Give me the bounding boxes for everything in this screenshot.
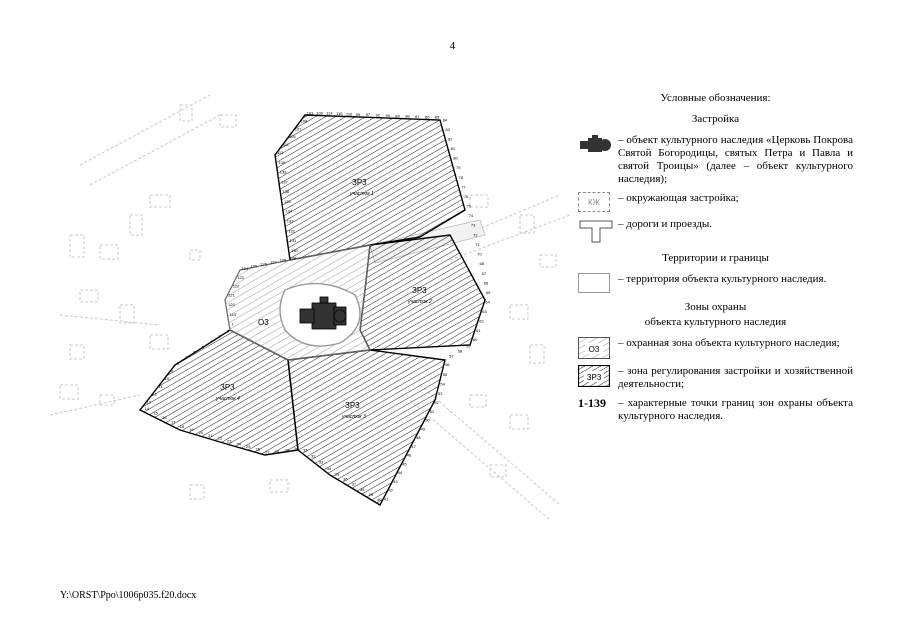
boundary-point-label: 2 [226, 328, 229, 334]
zone-label-zr3-3: ЗР3 [345, 401, 360, 410]
legend-regulation-zone-text: – зона регулирования застройки и хозяйственной деятельности; [618, 365, 853, 390]
boundary-point-label: 122 [232, 283, 240, 289]
boundary-point-label: 6 [193, 349, 196, 355]
boundary-point-label: 8 [176, 360, 179, 366]
svg-text:О3: О3 [588, 345, 600, 354]
boundary-point-label: 81 [450, 146, 456, 152]
boundary-point-label: 28 [274, 448, 280, 454]
boundary-point-label: 26 [255, 446, 260, 452]
boundary-point-label: 68 [479, 261, 484, 267]
legend-section-zones-2: объекта культурного наследия [644, 316, 787, 328]
legend-item-regulation-zone [578, 365, 853, 391]
boundary-point-label: 9 [170, 368, 173, 374]
boundary-point-label: 25 [246, 444, 251, 449]
protection-zone-swatch [578, 337, 610, 359]
boundary-point-label: 124 [241, 266, 249, 271]
boundary-point-label: 46 [406, 452, 412, 458]
boundary-point-label: 27 [265, 449, 270, 455]
boundary-point-label: 86 [425, 114, 430, 120]
boundary-point-label: 34 [326, 465, 332, 471]
boundary-point-label: 72 [473, 232, 478, 238]
section-label-2: участок 2 [408, 299, 432, 305]
boundary-point-label: 21 [208, 432, 213, 438]
zone-label-o3: О3 [258, 318, 269, 327]
boundary-point-label: 79 [456, 165, 461, 171]
boundary-point-label: 83 [445, 127, 450, 133]
boundary-point-label: 64 [485, 299, 490, 305]
boundary-point-label: 59 [466, 343, 471, 349]
boundary-point-label: 111 [282, 142, 289, 148]
boundary-point-label: 123 [237, 274, 244, 280]
section-label-4: участок 4 [216, 396, 240, 402]
boundary-point-label: 129 [289, 255, 297, 261]
boundary-point-label: 97 [365, 112, 371, 118]
boundary-point-label: 39 [368, 491, 373, 497]
legend-section-buildings: Застройка [691, 113, 740, 125]
road-icon [578, 218, 614, 244]
regulation-zone-swatch [578, 365, 610, 387]
boundary-point-label: 38 [360, 486, 365, 492]
boundary-point-label: 54 [440, 381, 445, 387]
boundary-point-label: 60 [472, 337, 478, 343]
legend-item-territory [578, 273, 853, 293]
boundary-point-label: 89 [395, 113, 400, 119]
boundary-point-label: 57 [449, 353, 454, 359]
svg-text:ЗР3: ЗР3 [586, 373, 602, 382]
boundary-point-label: 80 [453, 155, 458, 161]
boundary-point-label: 120 [228, 302, 235, 307]
boundary-point-label: 52 [434, 400, 439, 406]
boundary-point-label: 29 [284, 447, 289, 453]
boundary-point-label: 14 [144, 406, 149, 412]
boundary-point-label: 119 [229, 311, 237, 317]
boundary-point-label: 11 [158, 383, 163, 389]
legend-roads-text: – дороги и проезды. [618, 218, 713, 230]
boundary-point-label: 33 [318, 459, 324, 465]
boundary-point-label: 138 [279, 169, 287, 175]
legend-heritage-object-text: – объект культурного наследия «Церковь Покрова Святой Богородицы, святых Петра и Павла и святой Троицы» (далее – объект культурного наследия); [618, 134, 853, 185]
boundary-point-label: 55 [442, 371, 448, 377]
boundary-point-label: 73 [470, 222, 476, 228]
boundary-point-label: 56 [445, 362, 450, 368]
heritage-zone-map [40, 85, 580, 525]
legend [578, 92, 853, 429]
boundary-point-label: 4 [210, 339, 213, 344]
zone-label-zr3-2: ЗР3 [412, 286, 427, 295]
boundary-point-label: 90 [385, 112, 390, 118]
section-label-1: участок 1 [350, 191, 374, 197]
boundary-point-label: 62 [479, 318, 484, 324]
boundary-point-label: 139 [278, 159, 286, 165]
zone-label-zr3-4: ЗР3 [220, 383, 235, 392]
boundary-point-label: 45 [402, 461, 407, 467]
boundary-point-label: 3 [218, 333, 221, 339]
boundary-point-label: 58 [457, 348, 463, 354]
boundary-point-label: 92 [375, 112, 381, 118]
legend-item-surrounding [578, 192, 853, 212]
boundary-point-label: 44 [397, 470, 403, 476]
boundary-point-label: 47 [411, 443, 416, 449]
legend-title: Условные обозначения: [660, 92, 771, 104]
boundary-point-label: 31 [303, 447, 308, 453]
boundary-point-label: 105 [288, 134, 296, 140]
boundary-point-label: 108 [300, 118, 308, 124]
boundary-point-label: 13 [146, 399, 151, 405]
boundary-point-label: 85 [434, 114, 440, 120]
boundary-point-label: 134 [285, 208, 293, 214]
boundary-point-label: 18 [179, 423, 185, 429]
legend-section-territories: Территории и границы [662, 252, 769, 264]
boundary-point-label: 115 [336, 111, 343, 117]
surrounding-swatch: КЖ [578, 192, 610, 212]
boundary-point-label: 70 [477, 251, 482, 257]
legend-section-zones-1: Зоны охраны [684, 301, 747, 313]
boundary-point-label: 136 [282, 189, 290, 195]
boundary-point-label: 137 [281, 179, 288, 185]
boundary-point-label: 103 [306, 110, 314, 116]
boundary-point-label: 22 [217, 435, 223, 441]
boundary-point-label: 135 [284, 198, 291, 204]
boundary-point-label: 130 [291, 247, 298, 253]
boundary-point-label: 75 [466, 203, 471, 209]
boundary-point-label: 51 [429, 408, 435, 414]
boundary-point-label: 74 [468, 213, 474, 218]
boundary-point-label: 16 [162, 415, 167, 421]
section-label-3: участок 3 [342, 414, 366, 420]
boundary-point-label: 67 [481, 270, 487, 276]
legend-item-heritage-object [578, 134, 853, 186]
boundary-point-label: 10 [164, 376, 170, 381]
boundary-point-label: 15 [153, 410, 158, 416]
boundary-point-label: 66 [483, 280, 489, 286]
boundary-point-label: 71 [475, 241, 480, 247]
zone-label-zr3-1: ЗР3 [352, 178, 367, 187]
boundary-point-label: 99 [355, 111, 361, 117]
boundary-point-label: 127 [270, 259, 277, 265]
boundary-point-label: 24 [236, 441, 241, 447]
boundary-point-label: 42 [388, 487, 393, 493]
boundary-point-label: 116 [345, 111, 353, 117]
boundary-point-label: 77 [461, 184, 466, 190]
boundary-point-label: 35 [334, 471, 340, 477]
boundary-point-label: 50 [425, 417, 430, 423]
legend-points-text: – характерные точки границ зон охраны объекта культурного наследия. [618, 397, 853, 422]
boundary-point-label: 40 [377, 497, 382, 502]
boundary-point-label: 113 [277, 150, 284, 155]
boundary-point-label: 76 [463, 193, 469, 199]
boundary-point-label: 43 [393, 478, 398, 484]
boundary-point-label: 61 [476, 327, 481, 333]
boundary-point-label: 17 [171, 419, 176, 425]
boundary-point-label: 36 [343, 476, 348, 482]
page-number: 4 [449, 40, 456, 52]
boundary-point-label: 65 [485, 290, 491, 296]
territory-swatch [578, 273, 610, 293]
boundary-point-label: 125 [250, 263, 258, 269]
legend-item-roads [578, 218, 853, 244]
legend-item-points [578, 397, 853, 423]
file-path-footer: Y:\ORST\Ppo\1006p035.f20.docx [60, 590, 197, 601]
boundary-point-label: 53 [438, 391, 443, 396]
boundary-point-label: 121 [228, 292, 235, 298]
boundary-point-label: 132 [288, 228, 295, 234]
boundary-point-label: 133 [286, 218, 294, 224]
boundary-point-label: 41 [383, 496, 389, 502]
boundary-point-label: 30 [294, 445, 299, 451]
boundary-point-label: 126 [260, 261, 267, 267]
boundary-point-label: 32 [311, 453, 316, 459]
boundary-point-label: 20 [198, 430, 204, 435]
boundary-point-label: 82 [448, 136, 453, 142]
legend-item-protection-zone [578, 337, 853, 359]
legend-territory-text: – территория объекта культурного наследия. [618, 273, 827, 285]
boundary-point-label: 5 [201, 344, 204, 350]
boundary-point-label: 23 [227, 438, 232, 444]
boundary-point-label: 7 [184, 354, 188, 360]
boundary-point-label: 87 [415, 114, 420, 119]
boundary-point-label: 1 [231, 321, 234, 327]
legend-surrounding-text: – окружающая застройка; [618, 192, 739, 204]
boundary-point-label: 114 [326, 110, 333, 116]
boundary-point-label: 63 [482, 309, 487, 315]
legend-protection-zone-text: – охранная зона объекта культурного наследия; [618, 337, 840, 349]
boundary-point-label: 37 [351, 481, 357, 487]
boundary-point-label: 107 [294, 126, 302, 132]
boundary-point-label: 49 [420, 426, 426, 432]
boundary-point-label: 128 [279, 257, 287, 263]
boundary-point-label: 48 [416, 435, 421, 441]
church-icon [578, 134, 614, 156]
points-range-label: 1-139 [578, 396, 606, 410]
boundary-point-label: 19 [189, 427, 194, 433]
boundary-point-label: 78 [458, 174, 464, 180]
boundary-point-label: 100 [316, 110, 323, 116]
boundary-point-label: 84 [442, 117, 448, 123]
boundary-point-label: 131 [289, 238, 297, 244]
boundary-point-label: 12 [152, 391, 157, 397]
boundary-point-label: 88 [405, 113, 410, 119]
